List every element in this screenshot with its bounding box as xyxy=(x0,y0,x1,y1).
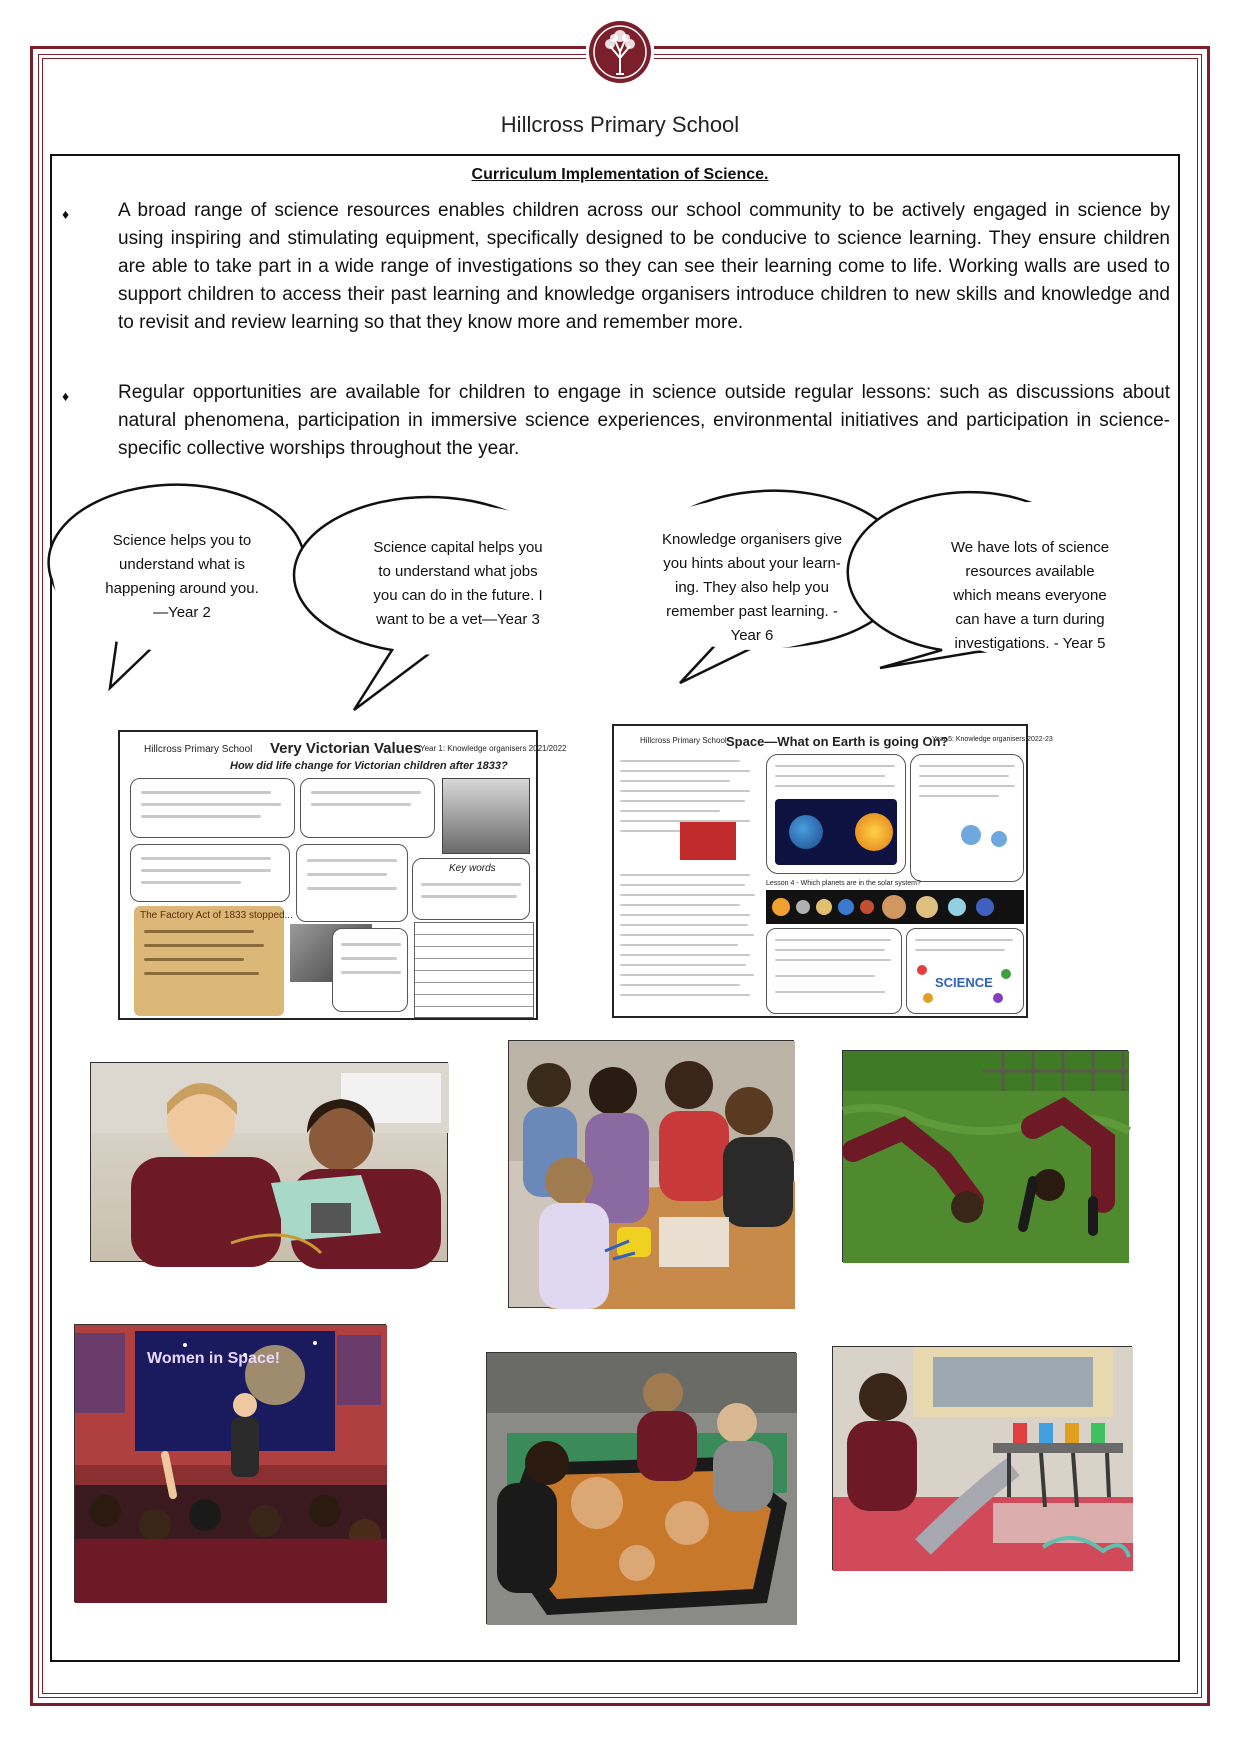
ko-subtitle: How did life change for Victorian children after 1833? xyxy=(230,760,508,772)
svg-text:Science capital helps you xyxy=(373,539,542,556)
ko-vocabulary xyxy=(620,866,760,1012)
solar-system-strip xyxy=(766,890,1024,924)
earth-sun-image xyxy=(775,799,897,865)
ko-key-words-table xyxy=(414,922,534,1018)
svg-text:Year 6 xyxy=(731,627,774,644)
ko-card xyxy=(332,928,408,1012)
ko-tag: Year 1: Knowledge organisers 2021/2022 xyxy=(420,744,567,753)
quote-line: to understand what jobs xyxy=(378,563,538,580)
school-name: Hillcross Primary School xyxy=(500,112,740,137)
photo-children-circuit xyxy=(90,1062,448,1262)
quote-line: can have a turn during xyxy=(955,611,1105,628)
science-icons-graphic xyxy=(917,965,1013,1005)
paragraph-opportunities: Regular opportunities are available for children to engage in science outside regular lessons: such as discussions about natural phenomena, participation in immersive science experiences, environmental initiatives and participation in science-specific collective worships throughout the year. xyxy=(118,382,1170,459)
speech-bubble-year2 xyxy=(49,485,307,688)
ko-school-name: Hillcross Primary School xyxy=(144,744,253,755)
ko-title: Space—What on Earth is going On? xyxy=(726,734,949,749)
quote-line: Science helps you to xyxy=(112,532,252,549)
ko-key-words xyxy=(412,858,530,920)
knowledge-organiser-space xyxy=(612,724,1053,1018)
quote-line: happening around you. xyxy=(105,580,259,597)
quote-line: you can do in the future. I xyxy=(373,587,543,604)
speech-bubble-year3 xyxy=(294,497,588,710)
svg-text:Science helps you to xyxy=(113,532,251,549)
svg-text:investigations. - Year 5 xyxy=(955,635,1106,652)
school-logo xyxy=(586,18,654,108)
quote-line: —Year 2 xyxy=(153,604,211,621)
science-label: SCIENCE xyxy=(935,975,993,990)
paragraph-resources: A broad range of science resources enables children across our school community to be actively engaged in science by using inspiring and stimulating equipment, specifically designed to be conducive to science learning. They ensure children are able to take part in a wide range of investigations so they can see their learning come to life. Working walls are used to support children to access their past learning and knowledge organisers introduce children to new skills and knowledge and to revisit and review learning so that they know more and remember more. xyxy=(118,200,1170,333)
ko-card xyxy=(300,778,435,838)
svg-text:you hints about your learn- xyxy=(663,555,841,572)
quote-line: Year 6 xyxy=(730,627,774,644)
factory-act-scroll xyxy=(134,906,293,1016)
document-title: Curriculum Implementation of Science. xyxy=(471,166,769,183)
earth-icon xyxy=(789,815,823,849)
speech-bubbles xyxy=(0,490,1240,730)
ko-card xyxy=(766,754,906,874)
quote-line: Knowledge organisers give xyxy=(661,531,843,548)
ko-key-words-heading: Key words xyxy=(449,863,496,874)
quote-line: you hints about your learn- xyxy=(663,555,841,572)
ko-tag: Year 5: Knowledge organisers 2022-23 xyxy=(932,736,1053,743)
planet-icon xyxy=(961,825,981,845)
photo-women-in-space-assembly xyxy=(74,1324,386,1602)
bullet-icon: ♦ xyxy=(62,388,70,404)
sun-icon xyxy=(855,813,893,851)
svg-text:Knowledge organisers give xyxy=(662,531,842,548)
ko-title: Very Victorian Values xyxy=(270,740,422,757)
ko-section-heading: Lesson 4 - Which planets are in the solar system? xyxy=(766,880,921,887)
quote-line: understand what is xyxy=(119,556,245,573)
rocket-icons xyxy=(680,822,736,860)
ko-card xyxy=(906,928,1024,1014)
svg-text:happening around you. xyxy=(105,580,258,597)
ko-card xyxy=(130,778,295,838)
knowledge-organiser-victorian xyxy=(118,730,567,1020)
quote-line: We have lots of science xyxy=(950,539,1110,556)
photo-ramp-experiment xyxy=(832,1346,1132,1570)
svg-text:can have a turn during xyxy=(955,611,1104,628)
ko-scroll-heading: The Factory Act of 1833 stopped... xyxy=(140,910,293,921)
quote-line: ing. They also help you xyxy=(675,579,829,596)
svg-text:you can do in the future. I xyxy=(373,587,542,604)
svg-text:which means everyone xyxy=(952,587,1106,604)
queen-victoria-portrait xyxy=(442,778,530,854)
svg-text:We have lots of science xyxy=(951,539,1109,556)
planet-icon xyxy=(991,831,1007,847)
svg-text:understand what is xyxy=(119,556,245,573)
ko-card xyxy=(910,754,1024,882)
quote-line: resources available xyxy=(965,563,1095,580)
svg-text:want to be a vet—Year 3 xyxy=(375,611,540,628)
svg-text:resources available xyxy=(965,563,1094,580)
speech-bubble-year5 xyxy=(848,492,1153,668)
bullet-icon: ♦ xyxy=(62,206,70,222)
quote-line: Science capital helps you xyxy=(373,539,543,556)
svg-text:—Year 2 xyxy=(153,604,211,621)
ko-card xyxy=(296,844,408,922)
svg-text:remember past learning. - xyxy=(666,603,838,620)
ko-school-name: Hillcross Primary School xyxy=(640,736,727,745)
ko-card xyxy=(130,844,290,902)
quote-line: which means everyone xyxy=(953,587,1107,604)
ko-card xyxy=(766,928,902,1014)
quote-line: investigations. - Year 5 xyxy=(954,635,1106,652)
photo-water-tray xyxy=(486,1352,796,1624)
quote-line: remember past learning. - xyxy=(666,603,838,620)
svg-text:ing. They also help you xyxy=(675,579,829,596)
svg-text:to understand what jobs xyxy=(378,563,537,580)
quote-line: want to be a vet—Year 3 xyxy=(376,611,540,628)
photo-children-table-experiment xyxy=(508,1040,794,1308)
photo-children-grass xyxy=(842,1050,1128,1262)
screen-text: Women in Space! xyxy=(147,1350,281,1367)
